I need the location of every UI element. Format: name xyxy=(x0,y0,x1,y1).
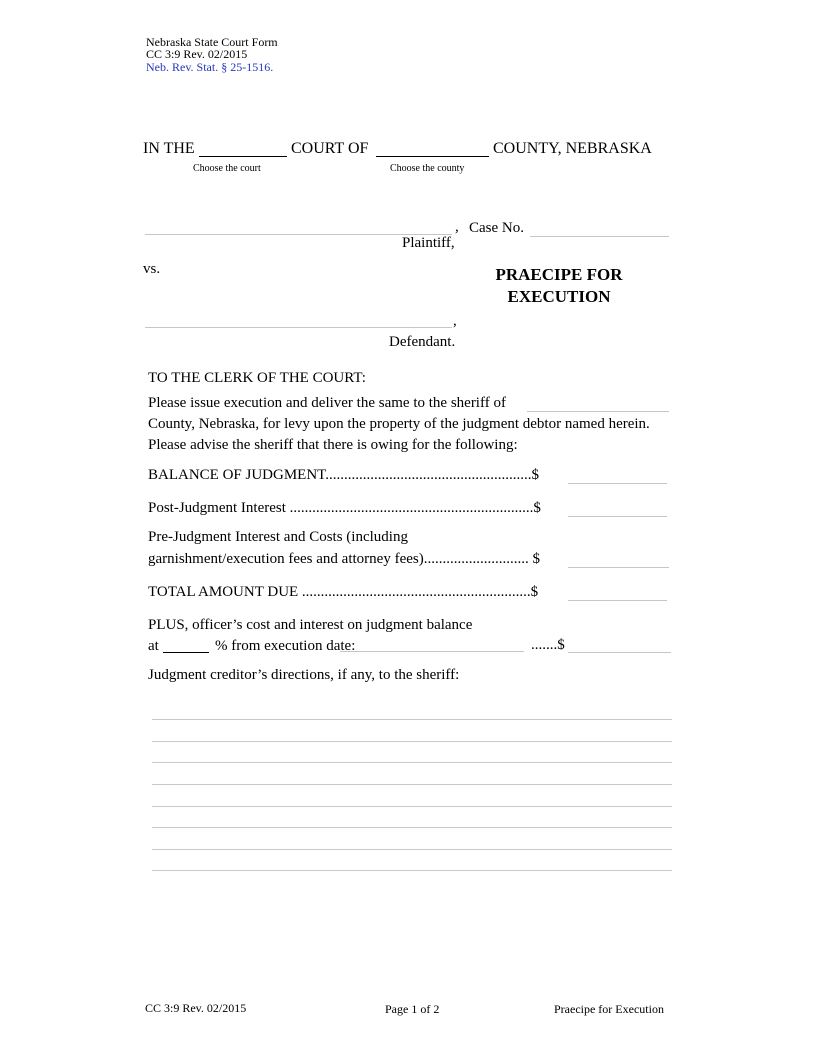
total-field[interactable] xyxy=(568,600,667,601)
direction-line[interactable] xyxy=(152,719,672,720)
direction-line[interactable] xyxy=(152,827,672,828)
county-hint: Choose the county xyxy=(390,163,465,174)
document-title xyxy=(459,264,659,308)
issue-text: Please issue execution and deliver the same to the sheriff of xyxy=(148,395,506,411)
plaintiff-label: Plaintiff, xyxy=(402,235,455,251)
court-of-label: COURT OF xyxy=(291,140,369,157)
plus-field[interactable] xyxy=(568,652,671,653)
pre-interest-label-2: garnishment/execution fees and attorney fees)............................ $ xyxy=(148,551,540,567)
court-select[interactable] xyxy=(199,156,287,157)
plaintiff-comma: , xyxy=(455,219,459,235)
balance-field[interactable] xyxy=(568,483,667,484)
title-line-2: EXECUTION xyxy=(507,287,611,306)
footer-form-revision: CC 3:9 Rev. 02/2015 xyxy=(145,1001,247,1015)
plus-percent-label: % from execution date: xyxy=(215,638,356,654)
sheriff-county-field[interactable] xyxy=(527,411,669,412)
plus-label: PLUS, officer’s cost and interest on judgment balance xyxy=(148,617,473,633)
to-clerk-heading: TO THE CLERK OF THE COURT: xyxy=(148,370,366,386)
direction-line[interactable] xyxy=(152,870,672,871)
defendant-field[interactable] xyxy=(145,327,452,328)
case-no-label: Case No. xyxy=(469,220,524,236)
rate-field[interactable] xyxy=(163,652,209,653)
pre-interest-label-1: Pre-Judgment Interest and Costs (including xyxy=(148,529,408,545)
form-name: Nebraska State Court Form xyxy=(146,35,278,49)
post-interest-label: Post-Judgment Interest .................................................................$ xyxy=(148,500,541,516)
defendant-label: Defendant. xyxy=(389,334,456,350)
directions-label: Judgment creditor’s directions, if any, to the sheriff: xyxy=(148,667,460,683)
direction-line[interactable] xyxy=(152,762,672,763)
footer-page-number: Page 1 of 2 xyxy=(385,1002,440,1016)
total-label: TOTAL AMOUNT DUE .............................................................$ xyxy=(148,584,539,600)
county-nebraska-label: COUNTY, NEBRASKA xyxy=(493,140,652,157)
statute-link[interactable]: Neb. Rev. Stat. § 25-1516. xyxy=(146,60,274,74)
direction-line[interactable] xyxy=(152,784,672,785)
plus-at-label: at xyxy=(148,638,159,654)
court-hint: Choose the court xyxy=(193,163,261,174)
advise-text: Please advise the sheriff that there is owing for the following: xyxy=(148,437,518,453)
balance-label: BALANCE OF JUDGMENT.......................................................$ xyxy=(148,467,539,483)
in-the-label: IN THE xyxy=(143,140,195,157)
direction-line[interactable] xyxy=(152,849,672,850)
versus-label: vs. xyxy=(143,261,161,277)
county-select[interactable] xyxy=(376,156,489,157)
direction-line[interactable] xyxy=(152,806,672,807)
execution-date-field[interactable] xyxy=(340,651,524,652)
direction-line[interactable] xyxy=(152,741,672,742)
pre-interest-field[interactable] xyxy=(568,567,669,568)
title-line-1: PRAECIPE FOR xyxy=(495,265,623,284)
defendant-comma: , xyxy=(453,313,457,329)
post-interest-field[interactable] xyxy=(568,516,667,517)
footer-form-title: Praecipe for Execution xyxy=(554,1002,664,1016)
case-no-field[interactable] xyxy=(530,236,669,237)
county-text: County, Nebraska, for levy upon the property of the judgment debtor named herein. xyxy=(148,416,650,432)
form-revision: CC 3:9 Rev. 02/2015 xyxy=(146,47,248,61)
plus-dots: .......$ xyxy=(531,637,565,653)
